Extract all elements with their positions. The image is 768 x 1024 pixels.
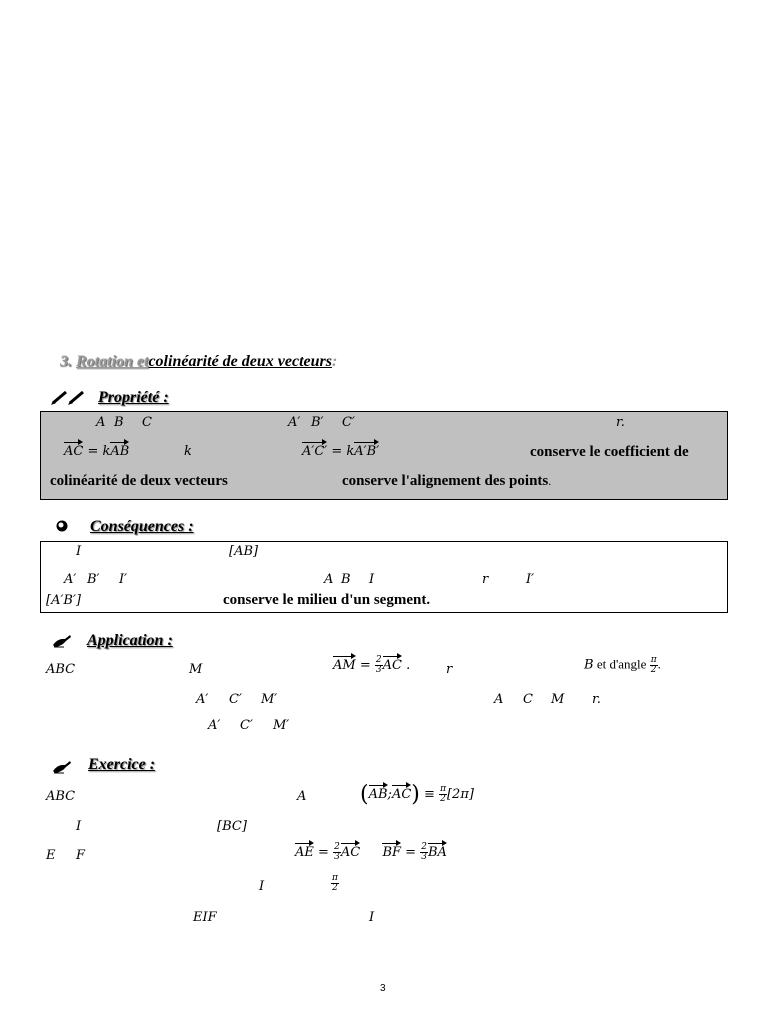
vector-ab-2: AB	[368, 787, 388, 802]
fraction-pi-2	[650, 656, 658, 675]
fraction-2-3	[375, 656, 383, 675]
point-c: C	[142, 415, 152, 430]
frac-num: 2	[375, 655, 382, 665]
rotation-r-2: r	[482, 572, 489, 587]
writing-hand-icon	[52, 634, 72, 648]
point-a-2: A	[324, 572, 334, 587]
d2: 3	[421, 852, 427, 862]
pi-num-3: π	[332, 873, 338, 883]
point-f: F	[76, 848, 86, 863]
ae-eq: =	[318, 845, 329, 860]
triangle-eif: EIF	[193, 910, 217, 925]
frac-den: 3	[375, 665, 382, 675]
vector-ac: AC	[64, 444, 84, 459]
section-title-gray: Rotation et	[76, 353, 149, 370]
point-c-prime: C′	[342, 415, 355, 430]
rotation-r-4: r.	[592, 692, 601, 707]
section-title: colinéarité de deux vecteurs	[148, 353, 332, 370]
point-i-3: I	[76, 819, 82, 834]
vector-ac-4: AC	[340, 845, 361, 860]
point-i-5: I	[369, 910, 375, 925]
point-m-3: M	[551, 692, 565, 707]
vector-a2b2: A′B′	[354, 444, 380, 459]
propriete-heading: Propriété :	[98, 389, 169, 406]
pi-den-2: 2	[440, 794, 446, 804]
point-a-3: A	[494, 692, 504, 707]
point-b-2: B	[341, 572, 351, 587]
scalar-k: k	[184, 444, 192, 459]
point-m-prime: M′	[261, 692, 278, 707]
point-b-prime: B′	[311, 415, 324, 430]
consequences-heading: Conséquences :	[90, 518, 194, 535]
equation-eq2: = k	[331, 444, 355, 459]
consequences-bold: conserve le milieu d'un segment.	[223, 592, 431, 608]
point-a-prime-2: A′	[64, 572, 77, 587]
section-number: 3.	[60, 353, 72, 370]
am-dot: .	[406, 658, 411, 673]
triangle-abc-2: ABC	[46, 789, 76, 804]
propriete-bold-1: conserve le coefficient de	[530, 444, 689, 460]
open-paren: (	[360, 782, 369, 807]
point-i-2: I	[369, 572, 375, 587]
propriete-bold-2: colinéarité de deux vecteurs	[50, 473, 228, 489]
vector-ae: AE	[295, 845, 314, 860]
writing-hand-icon-2	[52, 760, 72, 774]
equiv-sign: ≡	[424, 787, 435, 802]
point-a-prime-4: A′	[208, 718, 221, 733]
propriete-bold-3	[342, 473, 551, 490]
vector-a2c2: A′C′	[302, 444, 328, 459]
ae-bf-equations	[295, 843, 447, 862]
point-i: I	[76, 544, 82, 559]
point-b: B	[114, 415, 124, 430]
n2: 2	[421, 842, 427, 852]
image-equation	[302, 444, 379, 459]
vector-sep: ;	[387, 787, 392, 802]
fraction-2-3-c	[420, 843, 428, 862]
et-angle: et d'angle	[596, 656, 647, 672]
vector-ac-3: AC	[391, 787, 412, 802]
segment-bc: [BC]	[217, 819, 247, 834]
modulo: [2π]	[446, 787, 474, 802]
pi-num: π	[650, 655, 657, 665]
exercice-heading: Exercice :	[88, 756, 156, 773]
section-title-colon: :	[331, 353, 338, 370]
triangle-abc: ABC	[46, 662, 76, 677]
segment-ab: [AB]	[229, 544, 259, 559]
rotation-center-angle	[584, 656, 661, 675]
vector-ab: AB	[110, 444, 130, 459]
bold-3-dot: .	[548, 474, 552, 488]
bullet-icon	[56, 519, 70, 533]
close-paren: )	[411, 782, 420, 807]
fraction-2-3-b	[333, 843, 341, 862]
pi-den-3: 2	[332, 883, 338, 893]
point-a-prime-3: A′	[196, 692, 209, 707]
point-i-4: I	[259, 879, 265, 894]
center-b: B	[584, 657, 594, 673]
point-b-prime-2: B′	[87, 572, 100, 587]
point-a: A	[96, 415, 106, 430]
rotation-r: r.	[616, 415, 625, 430]
point-m-prime-2: M′	[273, 718, 290, 733]
d1: 3	[334, 852, 340, 862]
bold-3-text: conserve l'alignement des points	[342, 473, 549, 489]
fraction-pi-2-b	[439, 785, 447, 804]
am-equation	[333, 656, 410, 675]
vector-ac-2: AC	[382, 658, 402, 673]
section-heading	[60, 353, 337, 371]
point-e: E	[46, 848, 56, 863]
vector-bf: BF	[382, 845, 402, 860]
equation-eq: = k	[87, 444, 111, 459]
point-i-prime: I′	[119, 572, 128, 587]
n1: 2	[334, 842, 340, 852]
fraction-pi-2-c	[331, 874, 339, 893]
point-a-4: A	[297, 789, 307, 804]
page-number: 3	[380, 983, 386, 994]
pi-den: 2	[650, 665, 657, 675]
bf-eq: =	[405, 845, 417, 860]
application-heading: Application :	[87, 632, 173, 649]
pi-num-2: π	[440, 784, 446, 794]
angle-pi-2	[331, 874, 339, 893]
pencils-icon	[50, 389, 90, 405]
am-eq: =	[359, 658, 371, 673]
vector-am: AM	[333, 658, 356, 673]
angle-end: .	[657, 656, 661, 672]
point-i-prime-2: I′	[526, 572, 535, 587]
vector-ba: BA	[427, 845, 447, 860]
point-m: M	[189, 662, 203, 677]
point-c-prime-4: C′	[240, 718, 253, 733]
segment-a2b2: [A′B′]	[46, 593, 81, 608]
point-c-prime-3: C′	[229, 692, 242, 707]
colinearity-equation	[64, 444, 129, 459]
point-c-3: C	[523, 692, 533, 707]
angle-equation	[360, 782, 474, 807]
rotation-r-3: r	[446, 662, 453, 677]
point-a-prime: A′	[288, 415, 301, 430]
